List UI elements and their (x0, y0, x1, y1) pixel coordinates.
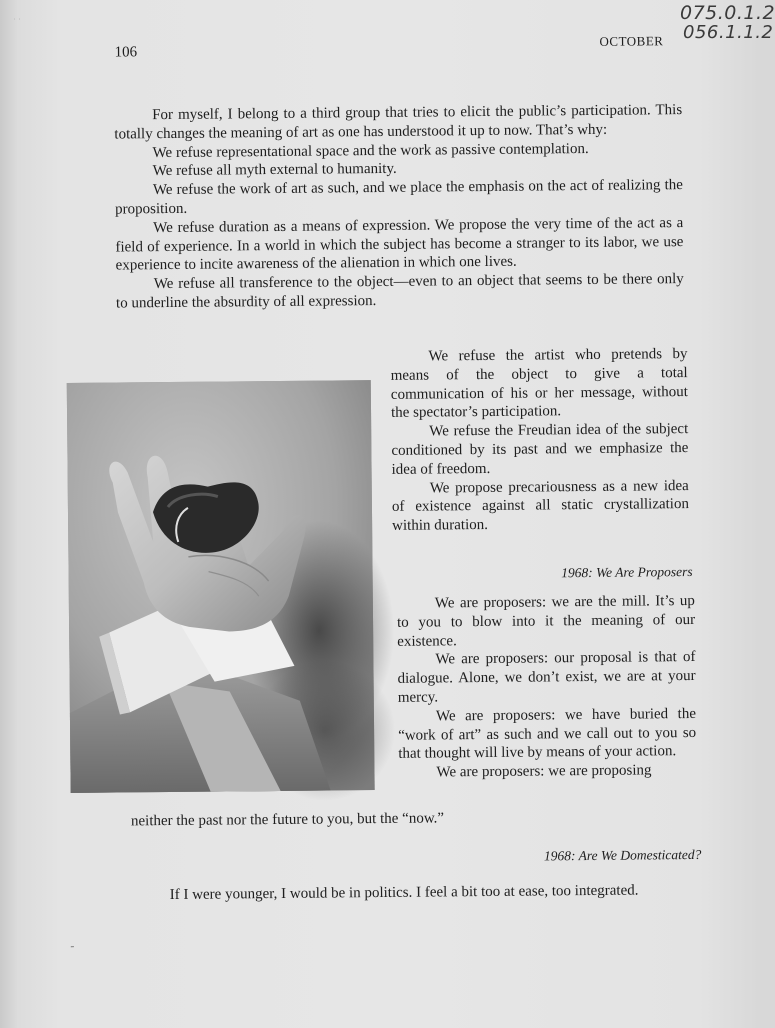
paragraph: We refuse all myth external to humanity. (152, 161, 397, 180)
paragraph: neither the past nor the future to you, but the “now.” (130, 810, 445, 830)
paragraph: We refuse duration as a means of expression. We propose the very time of the act as a field of experience. In a world in which the subject has become a stranger to its labor, we use experience to incite awareness of the alienation in which one lives. (115, 214, 684, 274)
paragraph: We refuse representational space and the work as passive contemplation. (152, 140, 589, 161)
margin-mark: ‐ (70, 938, 75, 953)
handwritten-archive-code: 056.1.1.2 (683, 22, 774, 43)
paragraph: For myself, I belong to a third group that tries to elicit the public’s participation. This totally changes the meaning of art as one has understood it up to now. That’s why: (114, 102, 683, 143)
hands-photograph (67, 380, 375, 793)
paragraph: We refuse all transference to the object—even to an object that seems to be there only to underline the absurdity of all expression. (115, 271, 684, 312)
faint-margin-mark: ˙˙ (12, 18, 22, 29)
upper-text-block (114, 101, 684, 313)
handwritten-archive-code: 075.0.1.2 (680, 2, 775, 24)
paragraph: We are proposers: we are the mill. It’s up to you to blow into it the meaning of our existence. (396, 592, 696, 650)
section-heading: 1968: Are We Domesticated? (543, 846, 702, 864)
paragraph: We are proposers: we are proposing (436, 762, 652, 781)
paragraph: We refuse the artist who pretends by means of the object to give a total communication of his or her message, without the spectator’s participation. (390, 346, 688, 422)
paragraph: We are proposers: we have buried the “work of art” as such and we call out to you so that thought will live by means of your action. (398, 705, 697, 763)
paragraph: If I were younger, I would be in politics. I feel a bit too at ease, too integrated. (169, 882, 639, 904)
section-heading: 1968: We Are Proposers (561, 563, 693, 581)
paragraph: We refuse the Freudian idea of the subject conditioned by its past and we emphasize the idea of freedom. (391, 421, 689, 478)
paragraph: We refuse the work of art as such, and we place the emphasis on the act of realizing the proposition. (115, 177, 683, 218)
running-head: OCTOBER (599, 33, 664, 49)
page-number: 106 (114, 44, 138, 61)
right-column-text-block (390, 345, 689, 536)
domesticated-text-block (132, 881, 704, 905)
proposers-closing-line (131, 807, 699, 831)
hands-photograph-drawing (67, 380, 375, 793)
proposers-text-block (397, 592, 697, 783)
paragraph: We are proposers: our proposal is that of dialogue. Alone, we don’t exist, we are at your mercy. (397, 649, 696, 706)
paragraph: We propose precariousness as a new idea of existence against all static crystallization within duration. (391, 477, 690, 535)
